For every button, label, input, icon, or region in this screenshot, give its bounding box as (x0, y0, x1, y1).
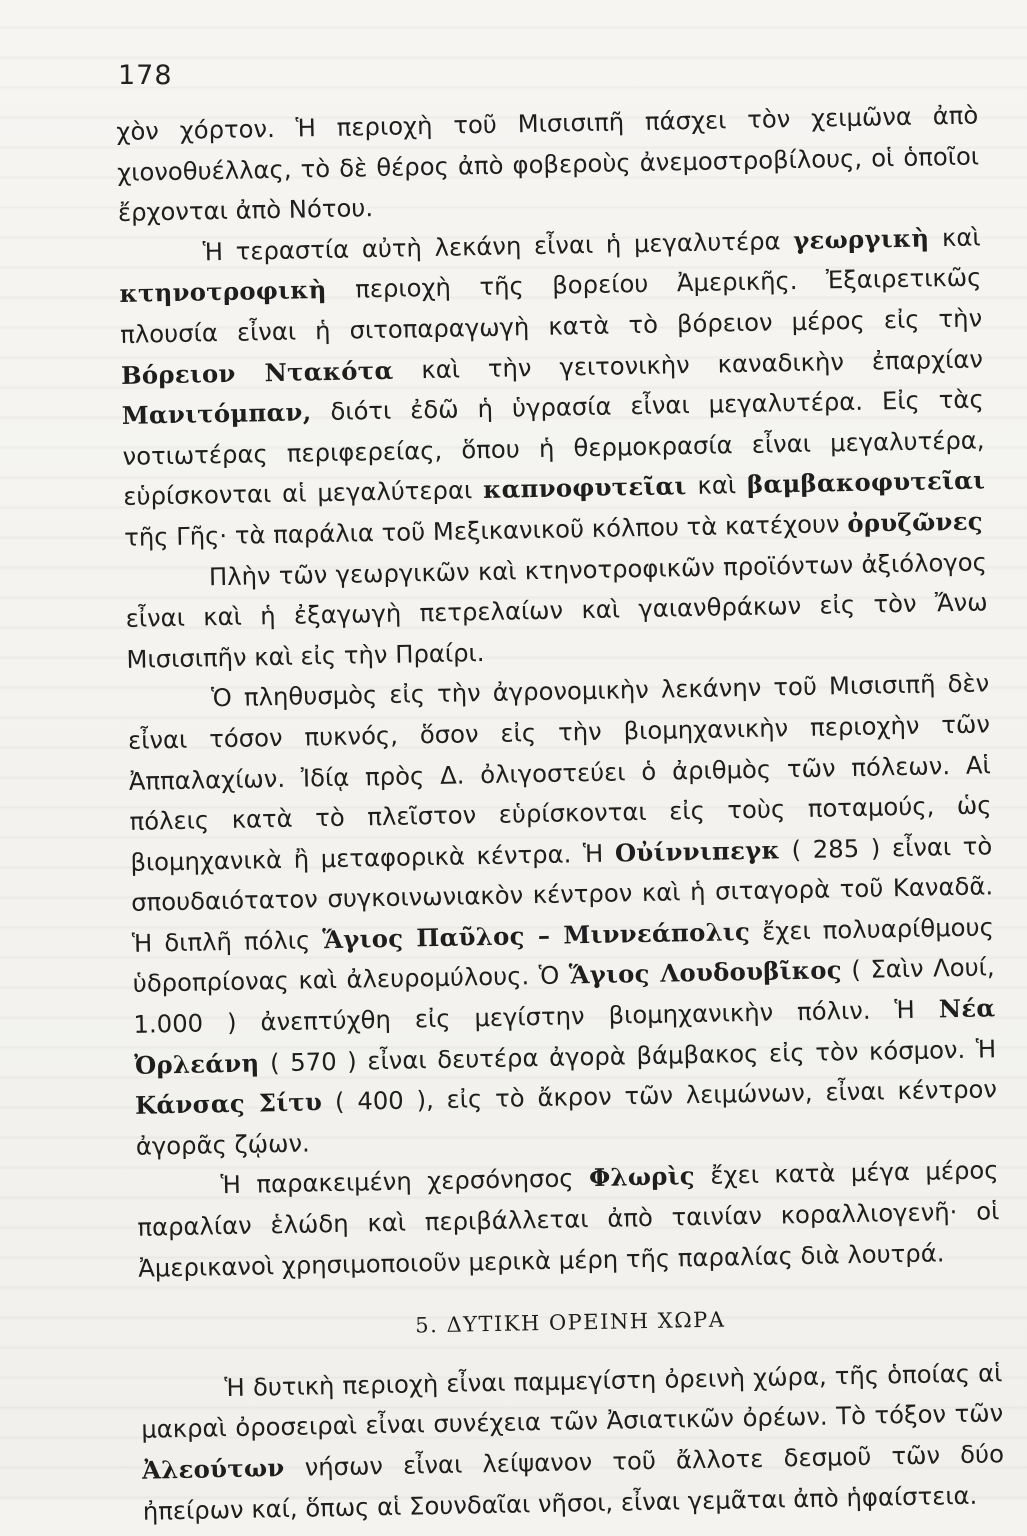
paragraph-5 (136, 1151, 1000, 1289)
text-run: Ἡ παρακειμένη χερσόνησος (220, 1163, 590, 1200)
term-st-louis: Ἅγιος Λουδουβῖκος (568, 955, 843, 990)
term-manitoba: Μανιτόμπαν, (121, 397, 312, 431)
text-run: ( 285 ) εἶναι τὸ σπουδαιότατον συγκοινωνιακὸν κέντρον καὶ ἡ σιταγορὰ τοῦ Καναδᾶ. Ἡ διπλῆ πόλις (130, 831, 994, 958)
term-florida: Φλωρὶς (588, 1161, 696, 1193)
page-body (116, 95, 1005, 1535)
term-winnipeg: Οὐίννιπεγκ (614, 835, 781, 868)
paragraph-3: Πλὴν τῶν γεωργικῶν καὶ κτηνοτροφικῶν προϊόντων ἀξιόλογος εἶναι καὶ ἡ ἐξαγωγὴ πετρελαίων καὶ γαιανθράκων εἰς τὸν Ἄνω Μισισιπῆν καὶ εἰς τὴν Πραίρι. (125, 546, 988, 674)
term-ktinotrofiki: κτηνοτροφικὴ (119, 275, 327, 309)
paragraph-1: χὸν χόρτον. Ἡ περιοχὴ τοῦ Μισισιπῆ πάσχει τὸν χειμῶνα ἀπὸ χιονοθυέλλας, τὸ δὲ θέρος ἀπὸ φοβεροὺς ἀνεμοστροβίλους, οἱ ὁποῖοι ἔρχονται ἀπὸ Νότου. (116, 100, 980, 228)
text-run: ( Σαὶν Λουί, 1.000 ) ἀνεπτύχθη εἰς μεγίστην βιομηχανικὴν πόλιν. Ἡ (133, 952, 995, 1039)
section-heading: 5. ΔΥΤΙΚΗ ΟΡΕΙΝΗ ΧΩΡΑ (415, 1307, 726, 1338)
text-run: νήσων εἶναι λείψανον τοῦ ἄλλοτε δεσμοῦ τῶν δύο ἠπείρων καί, ὅπως αἱ Σουνδαῖαι νῆσοι, εἶναι γεμᾶται ἀπὸ ἡφαίστεια. (142, 1439, 1005, 1526)
paragraph-4 (127, 664, 998, 1168)
text-run: ἔχει πολυαρίθμους ὑδροπρίονας καὶ ἀλευρομύλους. Ὁ (132, 912, 995, 999)
text-run: ( 400 ), εἰς τὸ ἄκρον τῶν λειμώνων, εἶναι κέντρον ἀγορᾶς ζῴων. (135, 1074, 998, 1161)
text-run: περιοχὴ τῆς βορείου Ἀμερικῆς. Ἐξαιρετικῶς πλουσία εἶναι ἡ σιτοπαραγωγὴ κατὰ τὸ βόρειον μέρος εἰς τὴν (119, 262, 983, 349)
term-rice-fields: ὀρυζῶνες (847, 506, 984, 538)
text-run: διότι ἐδῶ ἡ ὑγρασία εἶναι μεγαλυτέρα. Εἰς τὰς νοτιωτέρας περιφερείας, ὅπου ἡ θερμοκρασία εἶναι μεγαλυτέρα, εὑρίσκονται αἱ μεγαλύτεραι (122, 384, 985, 512)
text-run: Ὁ πληθυσμὸς εἰς τὴν ἀγρονομικὴν λεκάνην τοῦ Μισισιπῆ δὲν εἶναι τόσον πυκνός, ὅσον εἰς τὴν βιομηχανικὴν περιοχὴν τῶν Ἀππαλαχίων. Ἰδίᾳ πρὸς Δ. ὀλιγοστεύει ὁ ἀριθμὸς τῶν πόλεων. Αἱ πόλεις κατὰ τὸ πλεῖστον εὑρίσκονται εἰς τοὺς ποταμούς, ὡς βιομηχανικὰ ἢ μεταφορικὰ κέντρα. Ἡ (127, 668, 992, 877)
text-run: καὶ (929, 222, 981, 253)
term-st-paul-minneapolis: Ἅγιος Παῦλος – Μιννεάπολις (322, 916, 751, 955)
text-run: καὶ (686, 470, 748, 501)
term-north-dakota: Βόρειον Ντακότα (120, 355, 394, 390)
text-run: ( 570 ) εἶναι δευτέρα ἀγορὰ βάμβακος εἰς τὸν κόσμον. Ἡ (259, 1033, 997, 1078)
page-number: 178 (118, 60, 173, 91)
term-cotton-plantations: βαμβακοφυτεῖαι (746, 465, 986, 500)
term-tobacco-plantations: καπνοφυτεῖαι (482, 471, 687, 505)
text-run: ἔχει κατὰ μέγα μέρος παραλίαν ἑλώδη καὶ περιβάλλεται ἀπὸ ταινίαν κοραλλιογενῆ· οἱ Ἀμερικανοὶ χρησιμοποιοῦν μερικὰ μέρη τῆς παραλίας διὰ λουτρά. (137, 1155, 1000, 1283)
text-run: καὶ τὴν γειτονικὴν καναδικὴν ἐπαρχίαν (393, 343, 984, 385)
term-aleutian: Ἀλεούτων (141, 1453, 285, 1485)
text-run: τῆς Γῆς· τὰ παράλια τοῦ Μεξικανικοῦ κόλπου τὰ κατέχουν (123, 508, 848, 552)
term-georgiki: γεωργικὴ (792, 223, 930, 255)
paragraph-2 (118, 217, 986, 558)
text-run: Ἡ δυτικὴ περιοχὴ εἶναι παμμεγίστη ὀρεινὴ χώρα, τῆς ὁποίας αἱ μακραὶ ὀροσειραὶ εἶναι συνέχεια τῶν Ἀσιατικῶν ὀρέων. Τὸ τόξον τῶν (141, 1358, 1004, 1445)
paragraph-6 (140, 1353, 1005, 1532)
term-kansas-city: Κάνσας Σίτυ (134, 1087, 323, 1121)
text-run: Ἡ τεραστία αὐτὴ λεκάνη εἶναι ἡ μεγαλυτέρα (202, 225, 794, 267)
term-new-orleans: Νέα Ὀρλεάνη (134, 993, 996, 1080)
